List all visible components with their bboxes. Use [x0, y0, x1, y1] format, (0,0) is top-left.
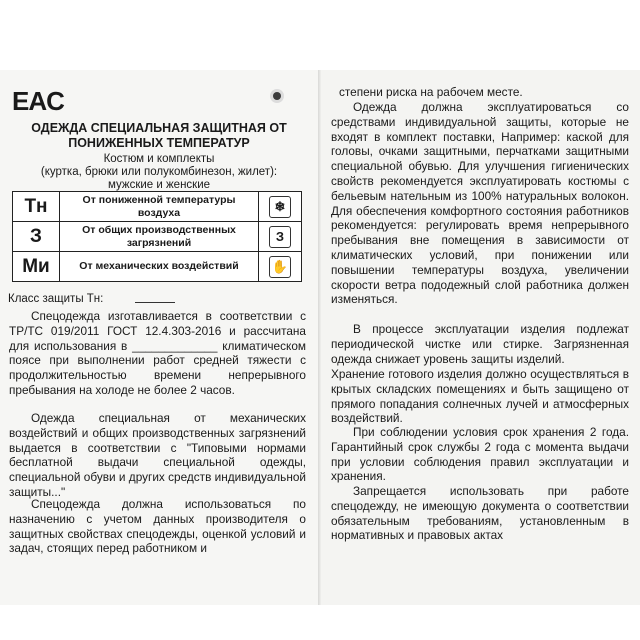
table-row [13, 222, 302, 252]
left-paragraph-2: Одежда специальная от механических воздействий и общих производственных загрязнений выдается в соответствии с "Типовыми нормами бесплатной выдачи специальной одежды, специальной обуви и других средств индивидуальной защиты..." [9, 411, 306, 499]
right-paragraph-4: При соблюдении условия срок хранения 2 года. Гарантийный срок службы 2 года с момента выдачи при условии соблюдения правил эксплуатации и хранения. [331, 425, 629, 484]
right-paragraph-2: В процессе эксплуатации изделия подлежат периодической чистке или стирке. Загрязненная одежда снижает уровень защиты изделий. [331, 322, 629, 366]
right-paragraph-3: Хранение готового изделия должно осуществляться в крытых складских помещениях и быть защищено от прямого попадания солнечных лучей и атмосферных воздействий. [331, 367, 629, 426]
title-line-1: ОДЕЖДА СПЕЦИАЛЬНАЯ ЗАЩИТНАЯ ОТ [31, 121, 287, 135]
class-description: От механических воздействий [60, 252, 259, 282]
subtitle-line-2: (куртка, брюки или полукомбинезон, жилет): [40, 166, 278, 178]
right-paragraph-1: Одежда должна эксплуатироваться со средствами индивидуальной защиты, которые не входят в комплект поставки, Например: каской для головы, очками защитными, перчатками защитными специальной обувью. Для улучшения гигиенических свойств рекомендуется эксплуатировать костюмы с бельевым нательным из 100% натуральных волокон. Для обеспечения комфортного состояния работников рекомендуется: регулировать время непрерывного пребывания вне помещения в зависимости от климатических условий, при понижении или повышении температуры воздуха, увеличении скорости ветра пододежный слой работника должен изменяться. [331, 100, 629, 307]
title-line-2: ПОНИЖЕННЫХ ТЕМПЕРАТУР [68, 136, 250, 150]
protection-class-blank [135, 302, 175, 303]
glove-icon: ✋ [269, 256, 291, 278]
class-description: От пониженной температуры воздуха [60, 192, 259, 222]
punch-hole [273, 92, 281, 100]
class-code: З [13, 222, 60, 252]
left-paragraph-1: Спецодежда изготавливается в соответствии с ТР/ТС 019/2011 ГОСТ 12.4.303-2016 и рассчитана для использования в _____________ климатическом поясе при выполнении работ средней тяжести с продолжительностью времени непрерывного пребывания на холоде не более 2 часов. [9, 309, 306, 397]
left-paragraph-3: Спецодежда должна использоваться по назначению с учетом данных производителя о защитных свойствах спецодежды, оценкой условий и задач, стоящих перед работником и [9, 497, 306, 556]
class-code: Тн [13, 192, 60, 222]
class-description: От общих производственных загрязнений [60, 222, 259, 252]
pollution-icon: З [269, 226, 291, 248]
table-row [13, 252, 302, 282]
protection-class-label: Класс защиты Тн: [8, 293, 104, 305]
table-row [13, 192, 302, 222]
subtitle-line-1: Костюм и комплекты [103, 153, 215, 165]
subtitle-line-3: мужские и женские [107, 179, 211, 191]
right-paragraph-5: Запрещается использовать при работе спецодежду, не имеющую документа о соответствии обязательным требованиям, установленным в нормативных и правовых актах [331, 484, 629, 543]
class-code: Ми [13, 252, 60, 282]
snowflake-icon: ❄ [269, 196, 291, 218]
document-title [0, 121, 318, 151]
eac-mark: EAC [12, 86, 64, 116]
protection-class-table [12, 191, 302, 282]
right-paragraph-0: степени риска на рабочем месте. [339, 85, 523, 99]
